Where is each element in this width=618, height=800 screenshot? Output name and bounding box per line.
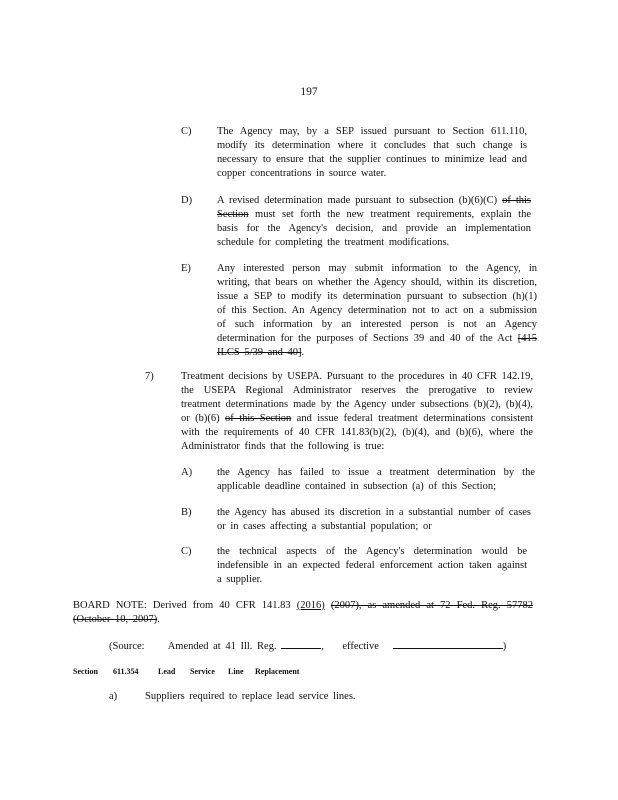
item-e-text-part1: Any interested person may submit information to the Agency, in writing, that bears on whether the Agency should, within its discretion, issue a SEP to modify its determination pursuant to subsection (h)(1) of this Section. An Agency determination not to act on a submission of such information by an interested person is not an Agency determination for the purposes of Sections 39 and 40 of the Act [217, 263, 537, 344]
section-title-word: Lead [158, 667, 176, 676]
effective-date-blank [393, 639, 503, 649]
item-7-text [181, 370, 533, 454]
subitem-label-b: B) [181, 507, 192, 518]
item-e-text [217, 262, 537, 360]
source-amended: Amended at 41 Ill. Reg. [167, 641, 277, 652]
item-7-text-part1: Treatment decisions by USEPA. Pursuant to the procedures in 40 CFR 142.19, the USEPA Regional Administrator reserves the prerogative to review treatment determinations made by the Agency under subsections (b)(2), (b)(4), or (b)(6) [181, 371, 533, 424]
board-note-part1: BOARD NOTE: Derived from 40 CFR 141.83 [73, 600, 297, 611]
subitem-a-text: the Agency has failed to issue a treatment determination by the applicable deadline contained in subsection (a) of this Section; [217, 467, 535, 492]
source-comma: , [321, 641, 324, 652]
page-number: 197 [300, 86, 318, 98]
section-number: 611.354 [113, 667, 139, 676]
section-title-word: Line [228, 667, 244, 676]
section-label: Section [73, 667, 98, 676]
item-label-c: C) [181, 126, 192, 137]
section-title-word: Service [190, 667, 215, 676]
item-label-a: a) [109, 691, 118, 702]
subitem-c-text: the technical aspects of the Agency's determination would be indefensible in an expected federal enforcement action taken against a supplier. [217, 546, 527, 585]
source-line [109, 639, 529, 654]
item-a-text: Suppliers required to replace lead service lines. [145, 691, 356, 702]
item-7-text-part2: and issue federal treatment determinations consistent with the requirements of 40 CFR 141.83(b)(2), (b)(4), and (b)(6), where the Administrator finds that the following is true: [181, 413, 534, 452]
item-7-struck-text: of this Section [225, 413, 292, 424]
subitem-b-text: the Agency has abused its discretion in a substantial number of cases or in cases affecting a substantial population; or [217, 507, 531, 532]
item-e-struck-text: [415 ILCS 5/39 and 40] [217, 333, 537, 358]
item-label-7: 7) [145, 371, 154, 382]
item-d-text [217, 194, 531, 250]
item-d-text-part1: A revised determination made pursuant to subsection (b)(6)(C) [217, 195, 503, 206]
source-close: ) [502, 641, 507, 652]
item-label-e: E) [181, 263, 191, 274]
board-note-inserted: (2016) [296, 600, 325, 611]
source-effective: effective [342, 641, 379, 652]
item-c-text: The Agency may, by a SEP issued pursuant to Section 611.110, modify its determination where it concludes that such change is necessary to ensure that the supplier continues to minimize lead and copper concentrations in source water. [217, 126, 527, 179]
board-note-struck: (2007), as amended at 72 Fed. Reg. 57782 (October 10, 2007) [73, 600, 533, 625]
subitem-label-a: A) [181, 467, 193, 478]
source-prefix: (Source: [109, 641, 145, 652]
section-title-word: Replacement [255, 667, 300, 676]
board-note [73, 599, 533, 627]
item-e-text-part2: . [301, 347, 305, 358]
item-d-struck-text: of this Section [217, 195, 532, 220]
board-note-end: . [157, 614, 160, 625]
item-label-d: D) [181, 195, 193, 206]
subitem-label-c: C) [181, 546, 192, 557]
item-d-text-part2: must set forth the new treatment requirements, explain the basis for the Agency's decision, and provide an implementation schedule for completing the treatment modifications. [217, 209, 531, 248]
register-blank [281, 639, 321, 649]
